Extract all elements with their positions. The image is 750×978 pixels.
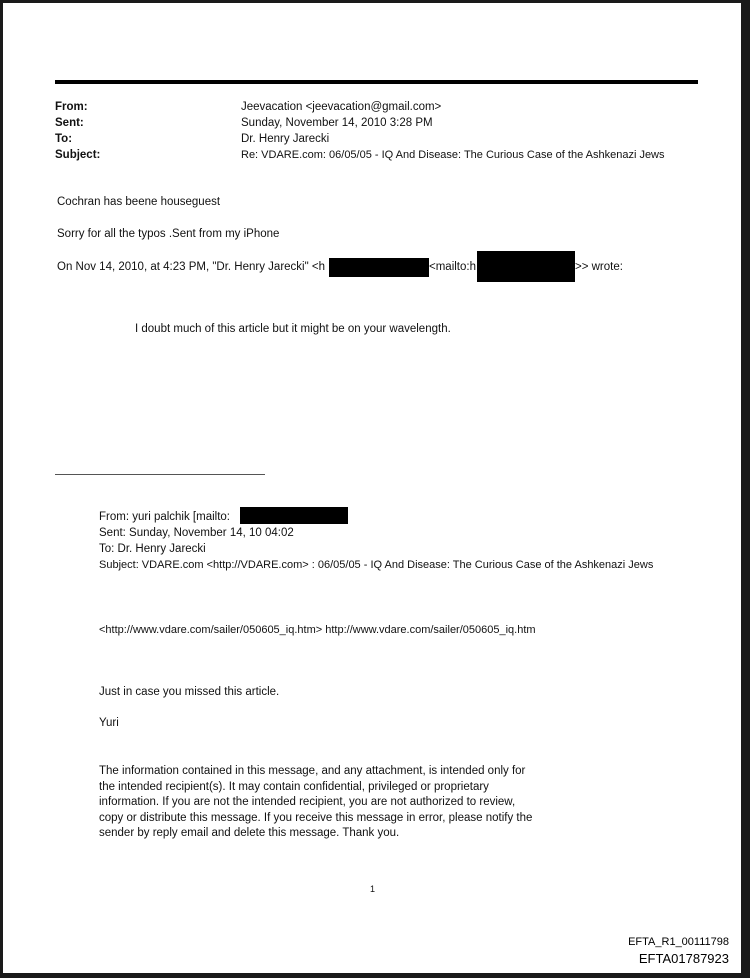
body-line-1: Cochran has beene houseguest <box>57 196 221 208</box>
subject-value: Re: VDARE.com: 06/05/05 - IQ And Disease: The Curious Case of the Ashkenazi Jews <box>241 149 665 161</box>
page-number: 1 <box>370 884 376 894</box>
quoted-text: I doubt much of this article but it might be on your wavelength. <box>135 323 451 335</box>
body-line-2: Sorry for all the typos .Sent from my iPhone <box>57 228 280 240</box>
fwd-note: Just in case you missed this article. <box>99 686 280 698</box>
bates-stamp-1: EFTA_R1_00111798 <box>628 936 729 948</box>
to-label: To: <box>55 133 73 145</box>
fwd-signature: Yuri <box>99 717 119 729</box>
quote-header-start: On Nov 14, 2010, at 4:23 PM, "Dr. Henry Jarecki" <h <box>57 261 325 273</box>
disclaimer: The information contained in this message, and any attachment, is intended only for the intended recipient(s). It may contain confidential, privileged or proprietary information. If you are not the intended recipient, you are not authorized to review, copy or distribute this message. If you receive this message in error, please notify the sender by reply email and delete this message. Thank you. <box>99 765 533 839</box>
from-value: Jeevacation <jeevacation@gmail.com> <box>241 101 442 113</box>
subject-label: Subject: <box>55 149 101 161</box>
header-rule <box>55 80 698 84</box>
from-label: From: <box>55 101 88 113</box>
fwd-subject: Subject: VDARE.com <http://VDARE.com> : 06/05/05 - IQ And Disease: The Curious Case of the Ashkenazi Jews <box>99 559 654 571</box>
separator-line <box>55 474 265 475</box>
sent-value: Sunday, November 14, 2010 3:28 PM <box>241 117 433 129</box>
quote-header-end: >> wrote: <box>575 261 623 273</box>
document-page <box>3 3 741 973</box>
fwd-to: To: Dr. Henry Jarecki <box>99 543 206 555</box>
quote-header-mid: <mailto:h <box>429 261 476 273</box>
article-link: <http://www.vdare.com/sailer/050605_iq.htm> http://www.vdare.com/sailer/050605_iq.htm <box>99 624 536 636</box>
to-value: Dr. Henry Jarecki <box>241 133 330 145</box>
bates-stamp-2: EFTA01787923 <box>638 951 729 966</box>
fwd-sent: Sent: Sunday, November 14, 10 04:02 <box>99 527 294 539</box>
sent-label: Sent: <box>55 117 84 129</box>
redaction-box <box>329 258 429 277</box>
fwd-from: From: yuri palchik [mailto: <box>99 511 231 523</box>
redaction-box <box>240 507 348 524</box>
redaction-box <box>477 251 575 282</box>
